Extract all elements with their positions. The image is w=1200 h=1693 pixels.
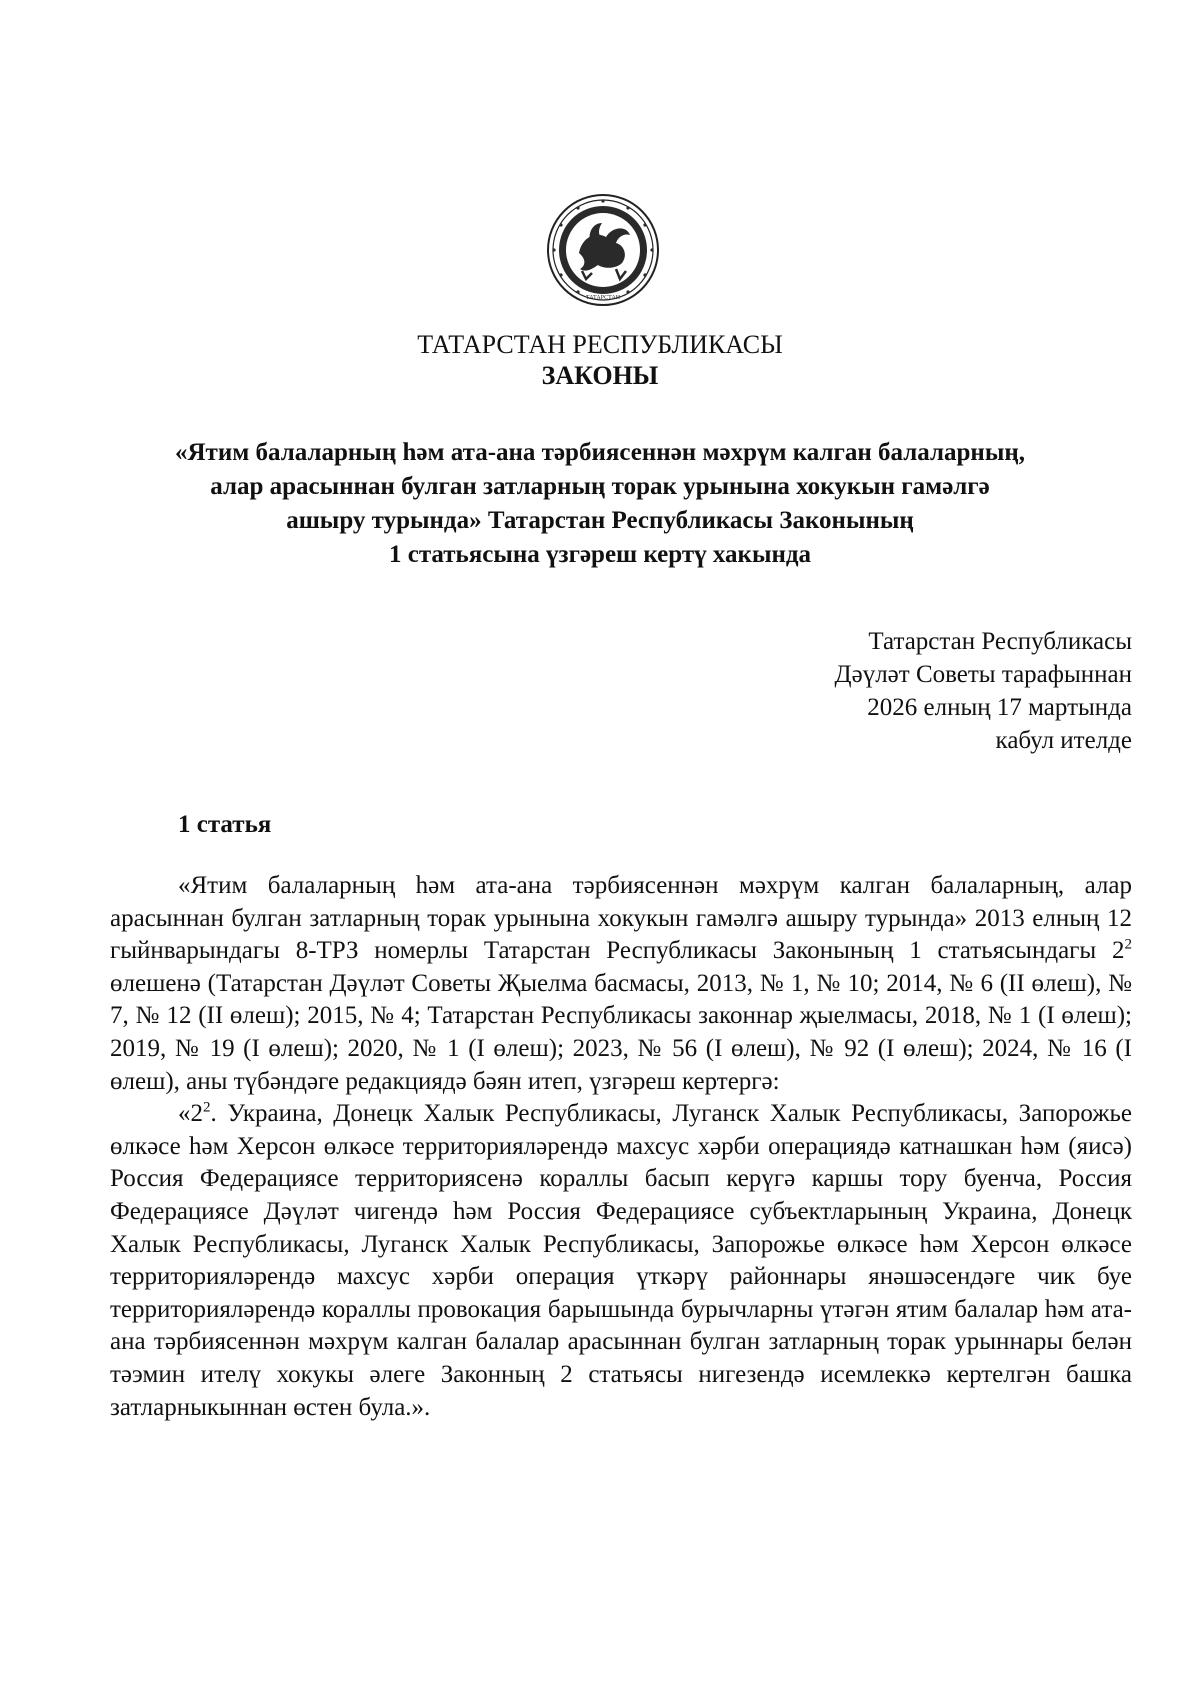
article-body xyxy=(110,870,1132,1424)
adoption-line: 2026 елның 17 мартында xyxy=(867,694,1132,721)
tatarstan-coat-of-arms-icon xyxy=(546,193,660,307)
document-type: ЗАКОНЫ xyxy=(541,361,659,390)
adoption-line: Дәүләт Советы тарафыннан xyxy=(834,661,1132,688)
republic-name: ТАТАРСТАН РЕСПУБЛИКАСЫ xyxy=(417,330,783,359)
article-paragraph: «$2^2$. Украина, Донецк Халык Республикасы, Луганск Халык Республикасы, Запорожье өлкәсе һәм Херсон өлкәсе территорияләрендә махсус хәрби операциядә катнашкан һәм (яисә) Россия Федерациясе территориясенә кораллы басып керүгә каршы тору буенча, Россия Федерациясе Дәүләт чигендә һәм Россия Федерациясе субъектларының Украина, Донецк Халык Республикасы, Луганск Халык Республикасы, Запорожье өлкәсе һәм Херсон өлкәсе территорияләрендә махсус хәрби операция үткәрү районнары янәшәсендәге чик буе территорияләрендә кораллы провокация барышында бурычларны үтәгән ятим балалар һәм ата-ана тәрбиясеннән мәхрүм калган балалар арасыннан булган затларның торак урыннары белән тәэмин ителү хокукы әлеге Законның 2 статьясы нигезендә исемлеккә кертелгән башка затларныкыннан өстен була.». xyxy=(110,1099,1132,1421)
adoption-note xyxy=(835,625,1132,757)
article-paragraph: «Ятим балаларның һәм ата-ана тәрбиясеннән мәхрүм калган балаларның, алар арасыннан булган затларның торак урынына хокукын гамәлгә ашыру турында» 2013 елның 12 гыйнварындагы 8-ТРЗ номерлы Татарстан Республикасы Законының 1 статьясындагы $2^2$ өлешенә (Татарстан Дәүләт Советы Җыелма басмасы, 2013, № 1, № 10; 2014, № 6 (II өлеш), № 7, № 12 (II өлеш); 2015, № 4; Татарстан Республикасы законнар җыелмасы, 2018, № 1 (I өлеш); 2019, № 19 (I өлеш); 2020, № 1 (I өлеш); 2023, № 56 (I өлеш), № 92 (I өлеш); 2024, № 16 (I өлеш), аны түбәндәге редакциядә бәян итеп, үзгәреш кертергә: xyxy=(110,872,1132,1095)
title-line: ашыру турында» Татарстан Республикасы Законының xyxy=(286,507,914,534)
article-heading: 1 статья xyxy=(178,811,272,838)
document-header xyxy=(0,330,1200,392)
title-line: «Ятим балаларның һәм ата-ана тәрбиясеннән мәхрүм калган балаларның, xyxy=(174,439,1025,466)
svg-text:ТАТАРСТАН: ТАТАРСТАН xyxy=(585,295,621,301)
title-line: 1 статьясына үзгәреш кертү хакында xyxy=(388,541,812,568)
adoption-line: Татарстан Республикасы xyxy=(868,628,1132,655)
law-title xyxy=(100,436,1100,572)
adoption-line: кабул ителде xyxy=(995,727,1132,754)
title-line: алар арасыннан булган затларның торак урынына хокукын гамәлгә xyxy=(210,473,990,500)
